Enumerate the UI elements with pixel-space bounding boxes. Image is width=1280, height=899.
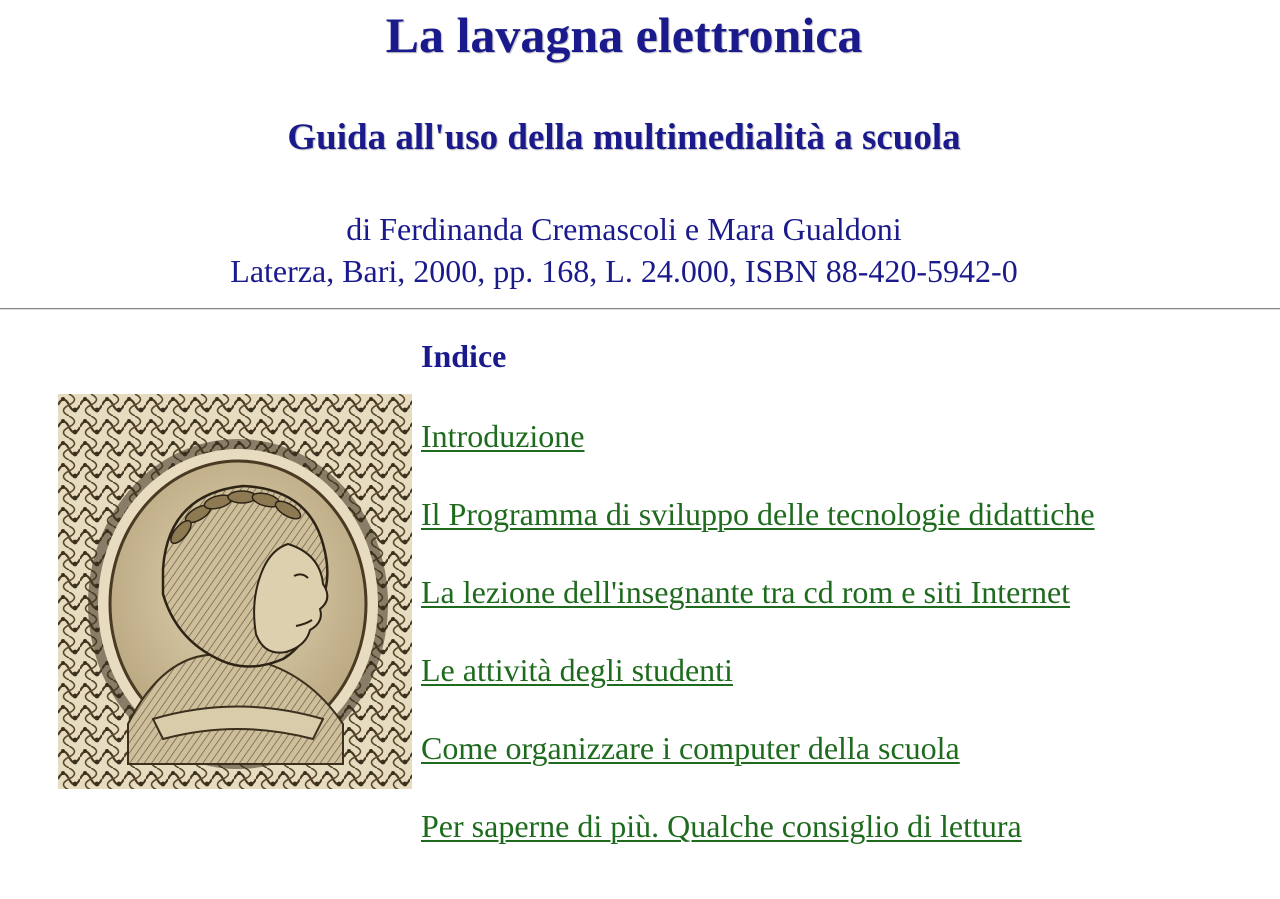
page-title: La lavagna elettronica [385,7,863,63]
toc-link-introduzione[interactable]: Introduzione [421,418,585,454]
toc-item [421,646,1095,724]
index-heading: Indice [421,338,507,374]
table-of-contents [421,412,1095,880]
toc-link-attivita-studenti[interactable]: Le attività degli studenti [421,652,733,688]
horizontal-divider [0,308,1280,310]
toc-link-consigli-lettura[interactable]: Per saperne di più. Qualche consiglio di lettura [421,808,1022,844]
toc-item [421,802,1095,880]
authors-line: di Ferdinanda Cremascoli e Mara Gualdoni [346,211,902,247]
publication-line: Laterza, Bari, 2000, pp. 168, L. 24.000, ISBN 88-420-5942-0 [230,253,1018,289]
book-credits [0,208,1248,292]
toc-link-programma-sviluppo[interactable]: Il Programma di sviluppo delle tecnologie didattiche [421,496,1095,532]
toc-item [421,490,1095,568]
toc-item [421,568,1095,646]
toc-item [421,412,1095,490]
toc-link-organizzare-computer[interactable]: Come organizzare i computer della scuola [421,730,960,766]
dante-portrait-engraving [58,394,412,789]
toc-item [421,724,1095,802]
page-subtitle: Guida all'uso della multimedialità a scuola [287,117,961,158]
toc-link-lezione-insegnante[interactable]: La lezione dell'insegnante tra cd rom e siti Internet [421,574,1071,610]
